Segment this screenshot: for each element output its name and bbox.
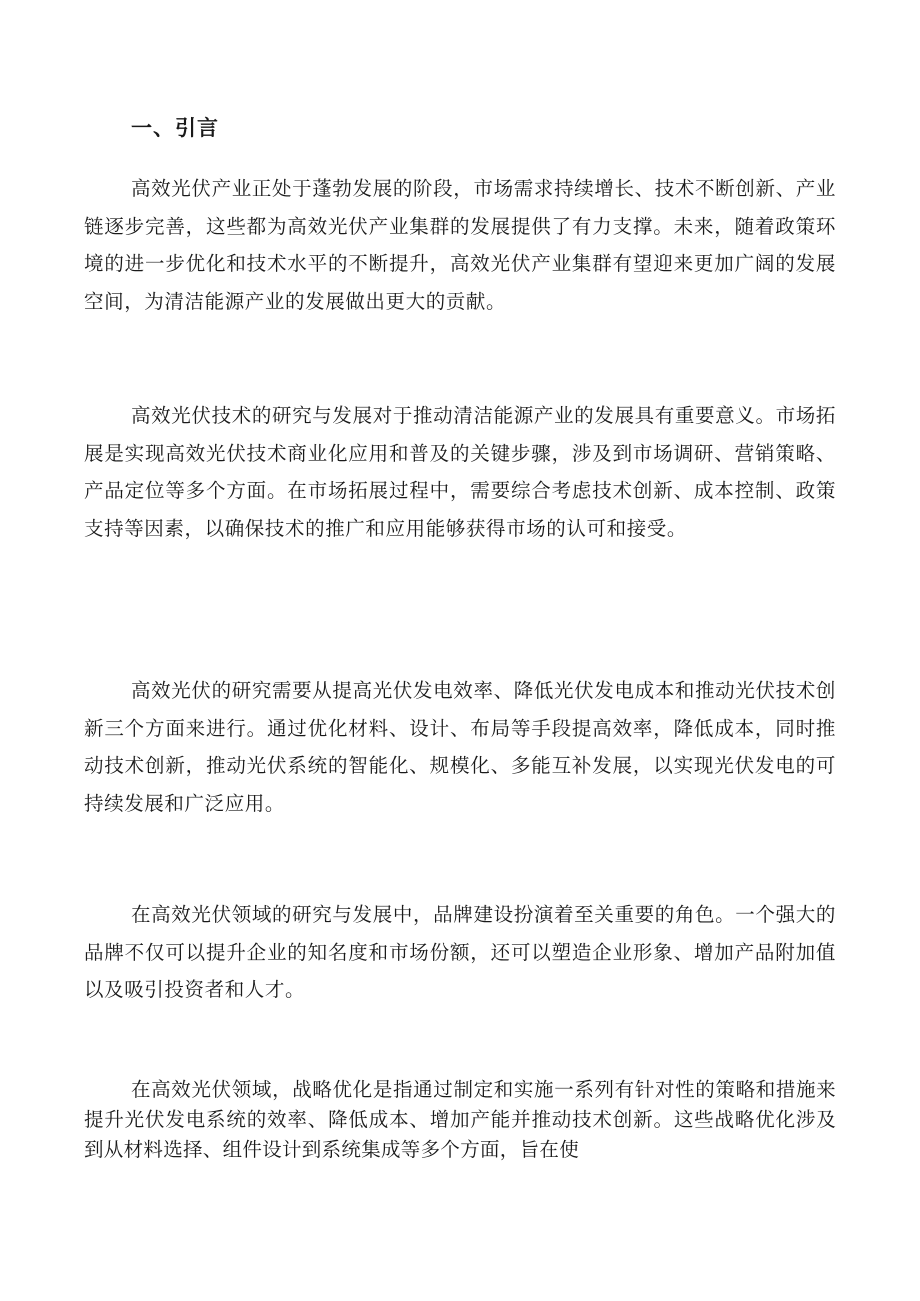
section-heading: 一、引言 (131, 115, 219, 140)
paragraph-industry-outlook: 高效光伏产业正处于蓬勃发展的阶段，市场需求持续增长、技术不断创新、产业链逐步完善，这些都为高效光伏产业集群的发展提供了有力支撑。未来，随着政策环境的进一步优化和技术水平的不断提升，高效光伏产业集群有望迎来更加广阔的发展空间，为清洁能源产业的发展做出更大的贡献。 (84, 177, 836, 313)
paragraph-research-directions: 高效光伏的研究需要从提高光伏发电效率、降低光伏发电成本和推动光伏技术创新三个方面来进行。通过优化材料、设计、布局等手段提高效率，降低成本，同时推动技术创新，推动光伏系统的智能化、规模化、多能互补发展，以实现光伏发电的可持续发展和广泛应用。 (84, 679, 836, 815)
paragraph-market-expansion: 高效光伏技术的研究与发展对于推动清洁能源产业的发展具有重要意义。市场拓展是实现高效光伏技术商业化应用和普及的关键步骤，涉及到市场调研、营销策略、产品定位等多个方面。在市场拓展过程中，需要综合考虑技术创新、成本控制、政策支持等因素，以确保技术的推广和应用能够获得市场的认可和接受。 (84, 404, 836, 540)
paragraph-brand-building: 在高效光伏领域的研究与发展中，品牌建设扮演着至关重要的角色。一个强大的品牌不仅可以提升企业的知名度和市场份额，还可以塑造企业形象、增加产品附加值以及吸引投资者和人才。 (84, 903, 836, 1002)
paragraph-strategy-optimization: 在高效光伏领域，战略优化是指通过制定和实施一系列有针对性的策略和措施来提升光伏发电系统的效率、降低成本、增加产能并推动技术创新。这些战略优化涉及到从材料选择、组件设计到系统集成等多个方面，旨在使 (84, 1078, 836, 1161)
